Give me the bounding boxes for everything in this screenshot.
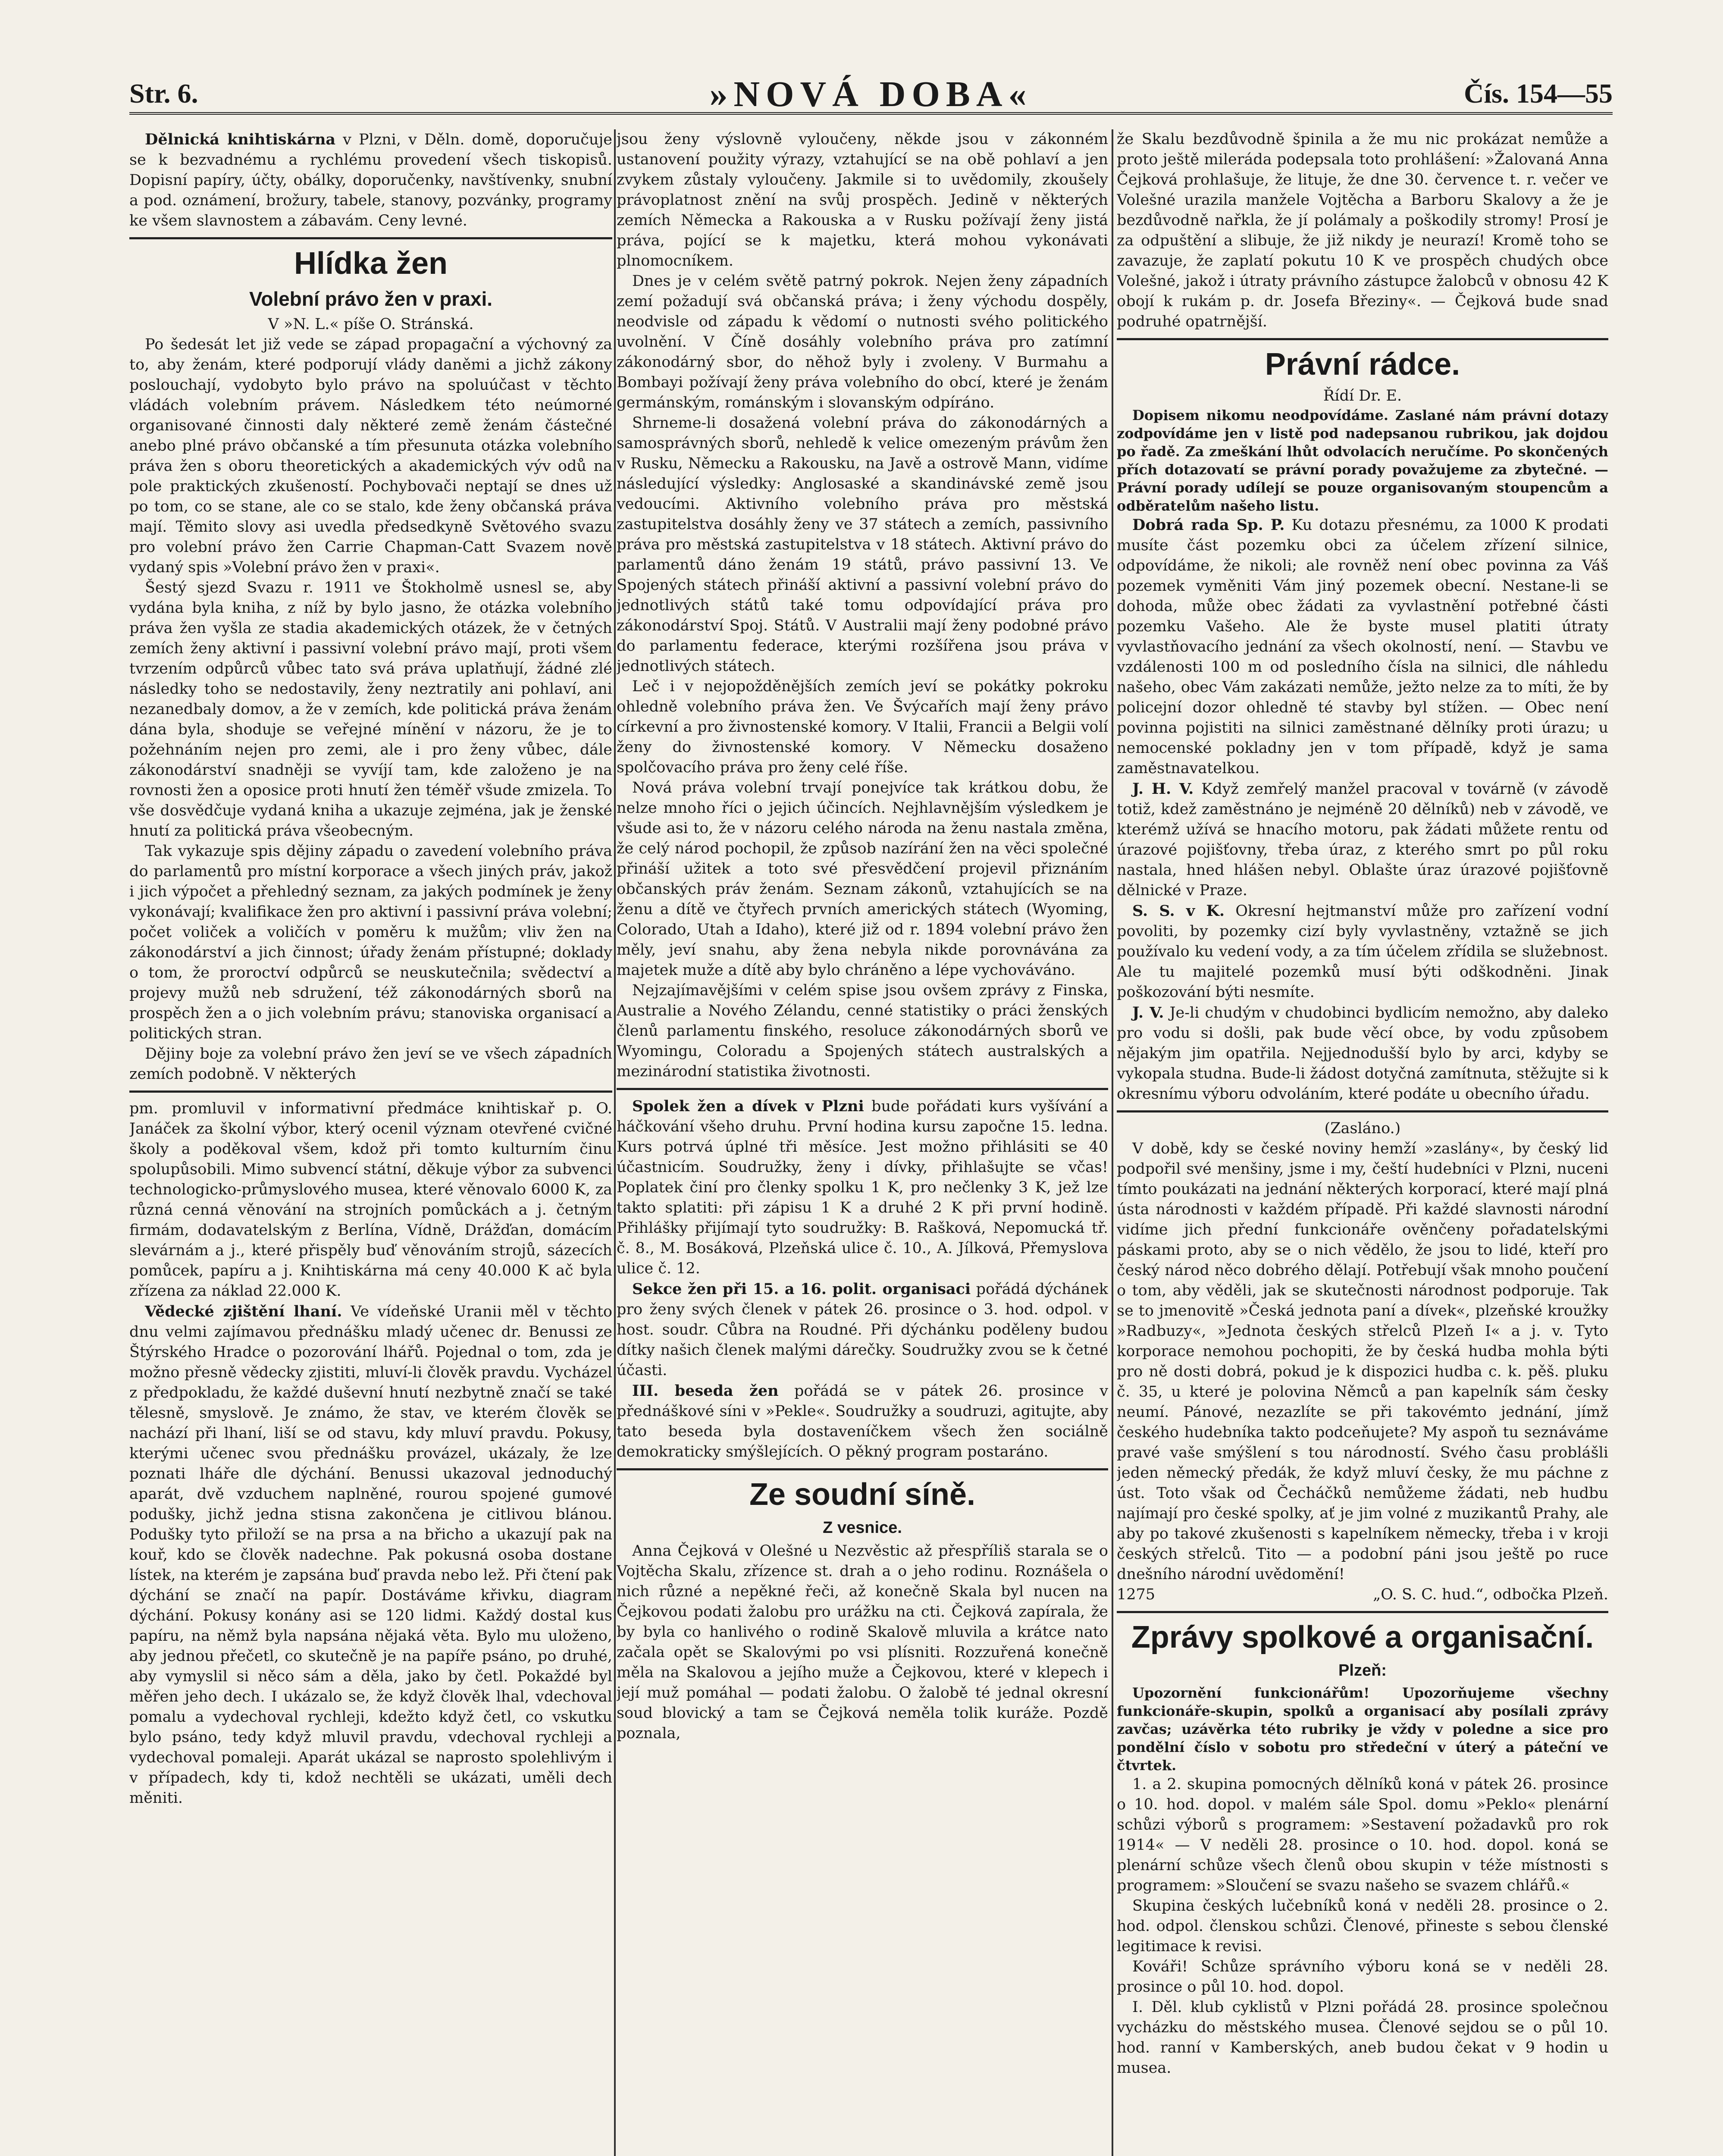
paragraph: pm. promluvil v informativní předmáce knihtiskař p. O. Janáček za školní výbor, který ocenil význam otevřené cvičné školy a poděkoval všem, kdož při tomto kulturním činu spolupůsobili. Mimo subvencí státní, děkuje výbor za subvenci technologicko-průmyslového musea, které věnovalo 6000 K, za různá cenná věnování na strojních pomůckách a j. četným firmám, dodavatelským z Berlína, Vídně, Drážďan, domácím slevárnám a j., které přispěly buď věnováním strojů, sázecích pomůcek, papíru a j. Knihtiskárna má ceny 40.000 K ač byla zřízena za náklad 22.000 K. xyxy=(129,1100,612,1300)
section-title-organisations: Zprávy spolkové a organisační. xyxy=(1131,1620,1594,1655)
paragraph: Tak vykazuje spis dějiny západu o zavedení volebního práva do parlamentů pro místní korporace a všech jiných práv, jakož i jich výpočet a přehledný seznam, za jakých podmínek je ženy vykonávají; kvalifikace žen pro aktivní i passivní práva volební; počet voliček a voličích v poměru k mužům; vliv žen na zákonodárství a jich činnost; úřady ženám přístupné; doklady o tom, že proroctví odpůrců se neuskutečnila; svědectví a projevy mužů neb sdružení, též zákonodárných sborů na prospěch žen a o jich volebním právu; stanoviska organisací a politických stran. xyxy=(129,843,612,1042)
page-number: Str. 6. xyxy=(129,78,198,109)
paragraph: Nová práva volební trvají ponejvíce tak krátkou dobu, že nelze mnoho říci o jejich účincích. Nejhlavnějším výsledkem je všude asi to, že v názoru celého národa na ženu nastala změna, že celý národ pochopil, že způsob nazírání žen na věci společné přináší užitek a toto své přesvědčení projevil přiznáním občanských práv ženám. Seznam zákonů, vztahujících se na ženu a dítě ve čtyřech prvních amerických státech (Wyoming, Colorado, Utah a Idaho), které již od r. 1894 volební právo žen měly, jeví snahu, aby žena nebyla nikde porovnávána za majetek muže a dítě aby bylo chráněno a lépe vychováváno. xyxy=(617,779,1108,979)
paragraph: Shrneme-li dosažená volební práva do zákonodárných a samosprávných sborů, nehledě k velice omezeným právům žen v Rusku, Německu a Rakousku, na Javě a ostrově Mann, vidíme následující výsledky: Anglosaské a skandinávské země jsou vedoucími. Aktivního volebního práva pro městská zastupitelstva dosáhly ženy ve 37 státech a zemích, passivního práva pro městská zastupitelstva v 18 státech. Aktivní právo do parlamentů dáno ženám 19 států, právo passivní 13. Ve Spojených státech přináší aktivní a passivní volební právo do jednotlivých států také tomu odpovídající práva pro zákonodárství Spoj. Států. V Australii mají ženy podobné právo do parlamentu federace, kterými rozšířena jsou práva v jednotlivých státech. xyxy=(617,414,1108,675)
section-title-court: Ze soudní síně. xyxy=(749,1477,976,1512)
print-shop-ad: Dělnická knihtiskárna v Plzni, v Děln. domě, doporučuje se k bezvadnému a rychlému provedení všech tiskopisů. Dopisní papíry, účty, obálky, doporučenky, navštívenky, snubní a pod. oznámení, brožury, tabele, stanovy, pozvánky, programy ke všem slavnostem a zábavám. Ceny levné. xyxy=(129,131,612,229)
article-byline: V »N. L.« píše O. Stránská. xyxy=(268,316,474,333)
news-item-lying-detection: Vědecké zjištění lhaní. Ve vídeňské Uranii měl v těchto dnu velmi zajímavou přednášku mladý učenec dr. Benussi ze Štýrského Hradce o pozorování lhářů. Pojednal o tom, zda je možno přesně vědecky zjistiti, mluví-li člověk pravdu. Vycházel z předpokladu, že každé duševní hnutí nezbytně značí se také tělesně, smyslově. Je známo, že stav, ve kterém člověk se nachází při lhaní, liší se od stavu, kdy mluví pravdu. Pokusy, kterými učenec svou přednášku provázel, ukázaly, že lze poznati lháře dle dýchání. Benussi ukazoval jednoduchý aparát, dvě vzduchem naplněné, rourou spojené gumové podušky, jichž jedna stisna zakončena je citlivou blánou. Podušky tyto přiloží se na prsa a na břicho a ukazují pak na kouř, kdo se člověk nadechne. Pak pokusná osoba dostane lístek, na kterém je zapsána buď pravda nebo lež. Při čtení pak dýchání se značí na papír. Dostáváme křivku, diagram dýchání. Pokusy konány asi se 120 lidmi. Každý dostal kus papíru, na němž byla napsána nějaká věta. Bylo mu uloženo, aby jednou přečetl, co skutečně je na papíře psáno, po druhé, aby vymyslil si něco sám a děla, jako by četl. Pokaždé byl měřen jeho dech. I ukázalo se, že když člověk lhal, vdechoval pomalu a vydechoval rychleji, kdežto když četl, co vskutku bylo psáno, tedy když mluvil pravdu, vdechoval rychleji a vydechoval pomaleji. Aparát ukázal se naprosto spolehlivým i v případech, kdy ti, kdož nechtěli se ukázati, uměli dech měniti. xyxy=(129,1303,612,1807)
page-header xyxy=(129,65,1613,115)
divider xyxy=(1117,1611,1608,1613)
column-3 xyxy=(1117,129,1608,2156)
paragraph: Anna Čejková v Olešné u Nezvěstic až přespříliš starala se o Vojtěcha Skalu, zřízence st. drah a o jeho rodinu. Roznášela o nich různé a nepěkné řeči, až konečně Skala byl nucen na Čejkovou podati žalobu pro urážku na cti. Čejková zapírala, že by byla co hanlivého o rodině Skalově mluvila a krátce nato začala opět se Skalovými po vsi plísniti. Rozzuřená konečně měla na Skalovou a jejího muže a Čejkovou, které v klepech i její muž pomáhal — podati žalobu. O žalobě té jednal okresní soud blovický a tam se Čejková neměla tolik kuráže. Pozdě poznala, xyxy=(617,1542,1108,1742)
legal-editor: Řídí Dr. E. xyxy=(1323,387,1402,404)
legal-notice: Dopisem nikomu neodpovídáme. Zaslané nám právní dotazy zodpovídáme jen v listě pod nadepsanou rubrikou, jak dojdou po řadě. Za zmeškání lhůt odvolacích neručíme. Po skončených přích dotazovatí se právní porady považujeme za zbytečné. — Právní porady udílejí se pouze organisovaným stoupencům a odběratelům našeho listu. xyxy=(1117,407,1608,514)
court-subtitle: Z vesnice. xyxy=(823,1519,902,1537)
section-title-women: Hlídka žen xyxy=(294,246,448,281)
divider xyxy=(1117,338,1608,340)
news-item-womens-club: Spolek žen a dívek v Plzni bude pořádati kurs vyšívání a háčkování všeho druhu. První hodina kursu započne 15. ledna. Kurs potrvá úplné tři měsíce. Jest možno přihlásiti se 40 účastnicím. Soudružky, ženy i dívky, přihlašujte se včas! Poplatek činí pro členky spolku 1 K, pro nečlenky 3 K, jež lze takto splatiti: při zápisu 1 K a druhé 2 K při první hodině. Přihlášky přijímají tyto soudružky: B. Rašková, Nepomucká tř. č. 8., M. Bosáková, Plzeňská ulice č. 10., A. Jílková, Přemyslova ulice č. 12. xyxy=(617,1097,1108,1277)
column-1 xyxy=(129,129,612,2156)
section-title-legal: Právní rádce. xyxy=(1265,347,1460,382)
news-item-womens-section: Sekce žen při 15. a 16. polit. organisaci pořádá dýchánek pro ženy svých členek v pátek 26. prosince o 3. hod. odpol. v host. soudr. Cůbra na Roudné. Při dýchánku poděleny budou dítky našich členek malými dárečky. Soudružky zvou se k četné účasti. xyxy=(617,1280,1108,1379)
column-rule-2 xyxy=(1112,129,1113,2156)
paragraph: jsou ženy výslovně vyloučeny, někde jsou v zákonném ustanovení použity výrazy, vztahující se na obě pohlaví a jen zvykem zůstaly vyloučeny. Jakmile si to uvědomily, zkoušely právoplatnost znění na svůj prospěch. Jedině v některých zemích Německa a Rakouska a v Rusku požívají ženy jistá práva, pojící se k majetku, která mohou vykonávati plnomocníkem. xyxy=(617,131,1108,270)
article-title: Volební právo žen v praxi. xyxy=(249,288,493,310)
column-rule-1 xyxy=(614,129,616,2156)
legal-answer: J. H. V. Když zemřelý manžel pracoval v továrně (v závodě totiž, kdež zaměstnáno je nejméně 20 dělníků) neb v závodě, ve kterémž užívá se hnacího motoru, pak žádati můžete rentu od úrazové pojišťovny, třeba úraz, z kterého smrt po půl roku nastala, hned hlášen nebyl. Oblašte úraz úrazové pojišťovně dělnické v Praze. xyxy=(1117,780,1608,899)
org-notice: Upozornění funkcionářům! Upozorňujeme všechny funkcionáře-skupin, spolků a organisací aby posílali zprávy zavčas; uzávěrka této rubriky je vždy v poledne a sice pro pondělní číslo v sobotu pro středeční v úterý a páteční ve čtvrtek. xyxy=(1117,1685,1608,1774)
column-2 xyxy=(617,129,1108,2156)
org-item: I. Děl. klub cyklistů v Plzni pořádá 28. prosince společnou vycházku do městského musea. Členové sejdou se o půl 10. hod. ranní v Kamberských, aneb budou čekat v 9 hodin u musea. xyxy=(1117,1999,1608,2077)
paragraph: že Skalu bezdůvodně špinila a že mu nic prokázat nemůže a proto ještě milerádа podepsala toto prohlášení: »Žalovaná Anna Čejková prohlašuje, že lituje, že dne 30. července t. r. večer ve Volešné urazila manžele Vojtěcha a Barboru Skalovy a že je bezdůvodně nařkla, že jí polámaly a poškodily stromy! Prosí je za odpuštění a slibuje, že již nikdy je neurazí! Kromě toho se zavazuje, že zaplatí pokutu 10 K ve prospěch chudých obce Volešné, jakož i útraty právního zástupce žalobců v obnosu 42 K obojí k rukám p. dr. Josefa Březiny«. — Čejková bude snad podruhé opatrnější. xyxy=(1117,131,1608,330)
divider xyxy=(129,1091,612,1093)
paragraph: Dějiny boje za volební právo žen jeví se ve všech západních zemích podobně. V některých xyxy=(129,1045,612,1083)
legal-answer: Dobrá rada Sp. P. Ku dotazu přesnému, za 1000 K prodati musíte část pozemku obci za účelem zřízení silnice, odpovídáme, že nikoli; ale rovněž není obec povinna za Váš pozemek vyměniti Vám jiný pozemek obecní. Nestane-li se dohoda, může obec žádati za vyvlastnění potřebné části pozemku Vašeho. Ale že byste musel platiti útraty vyvlastňovacího jednání za všech okolností, není. — Stavbu ve vzdálenosti 100 m od posledního čísla na silnici, dle náhledu našeho, obec Vám zakázati nemůže, ježto nelze za to míti, že by policejní dozor ohledně té stavby byl stížen. — Obec není povinna pojistiti na silnici zaměstnané dělníky proti úrazu; u nemocenské pokladny jen v tom případě, když je sama zaměstnavatelkou. xyxy=(1117,516,1608,777)
zaslano-number: 1275 xyxy=(1117,1586,1156,1603)
paragraph: Dnes je v celém světě patrný pokrok. Nejen ženy západních zemí požadují svá občanská práva; i ženy východu dospěly, neodvisle od západu k vědomí o nutnosti svého politického uvolnění. V Číně dosáhly volebního práva pro zatímní zákonodárný sbor, do něhož byly i zvoleny. V Burmahu a Bombayi požívají ženy práva volebního do obcí, které je ženám germánským, románským i slovanským odpíráno. xyxy=(617,273,1108,411)
divider xyxy=(129,237,612,239)
paragraph: Leč i v nejopožděnějších zemích jeví se pokátky pokroku ohledně volebního práva žen. Ve Švýcařích mají ženy právo církevní a pro živnostenské komory. V Italii, Francii a Belgii volí ženy do živnostenské komory. V Německu dosaženo spolčovacího práva pro ženy celé říše. xyxy=(617,678,1108,776)
paragraph: Po šedesát let již vede se západ propagační a výchovný za to, aby ženám, které podporují vlády daněmi a jichž zákony poslouchají, vydobyto bylo právo na spoluúčast v těchto vládách volebním právem. Následkem této neúmorné organisované činnosti daly některé země ženám částečné anebo plné právo občanské a tím přesunuta otázka volebního práva žen s oboru theoretických a akademických výv odů na pole praktických zkušeností. Pochybovači neptají se dnes už po tom, co se stane, ale co se stalo, kde ženy občanská práva mají. Těmito slovy asi uvedla předsedkyně Světového svazu pro volební právo žen Carrie Chapman-Catt Svazem nově vydaný spis »Volební právo žen v praxi«. xyxy=(129,336,612,576)
divider xyxy=(617,1088,1108,1090)
zaslano-title: (Zasláno.) xyxy=(1324,1120,1401,1137)
paragraph: Nejzajímavějšími v celém spise jsou ovšem zprávy z Finska, Australie a Nového Zélandu, cenné statistiky o práci ženských členů parlamentu finského, resoluce zákonodárných sborů ve Wyomingu, Coloradu a Spojených státech australských a mezinárodní statistika životnosti. xyxy=(617,982,1108,1080)
org-item: Skupina českých lučebníků koná v neděli 28. prosince o 2. hod. odpol. členskou schůzi. Členové, přineste s sebou členské legitimace k revisi. xyxy=(1117,1897,1608,1955)
org-item: 1. a 2. skupina pomocných dělníků koná v pátek 26. prosince o 10. hod. dopol. v malém sále Spol. domu »Peklo« plenární schůzi výborů s programem: »Sestavení požadavků pro rok 1914« — V neděli 28. prosince o 10. hod. dopol. koná se plenární schůze všech členů obou skupin v téže místnosti s programem: »Sloučení se svazu našeho se svazem chlářů.« xyxy=(1117,1776,1608,1894)
paragraph: V době, kdy se české noviny hemží »zaslány«, by český lid podpořil své menšiny, jsme i my, čeští hudebníci v Plzni, nuceni tímto poukázati na jednání některých korporací, které mají plná ústa národnosti v každém případě. Při každé slavnosti národní vidíme jich přední funkcionáře ověnčeny pořadatelskými páskami proto, aby se o nich vědělo, že jsou to lidé, kteří pro český národ něco dobrého dělají. Potřebují však mnoho poučení o tom, aby věděli, jak se skutečnosti národnost podporuje. Tak se to jmenovitě »Česká jednota paní a dívek«, plzeňské kroužky »Radbuzy«, »Jednota českých střelců Plzeň I« a j. v. Tyto korporace nemohou pochopiti, že by česká hudba mohla býti pro ně dosti dobrá, pokud je k dispozici hudba c. k. pěš. pluku č. 35, u které je polovina Němců a pan kapelník sám česky neumí. Pánové, nezazlíte se při takovémto jednání, jímž českého hudebníka takto podceňujete? My aspoň tu seznáváme pravé vaše smýšlení s tou národností. Svého času problášli jeden německý předák, že když mluví česky, že mu páchne z úst. Toto však od Čecháčků nemůžeme žádati, neb hudbu najímají pro české spolky, ať je jim volné z muzikantů Prahy, ale aby po takové zkušenosti s kapelníkem německy, třeba i v kroji českých střelců. Tito — a podobní páni jsou ještě po ruce dnešního národní uvědomění! xyxy=(1117,1140,1608,1583)
legal-answer: J. V. Je-li chudým v chudobinci bydlicím nemožno, aby daleko pro vodu si došli, pak bude věcí obce, by vodu způsobem nějakým jim opatřila. Nejjednodušší bylo by arci, kdyby se vykopala studna. Bude-li žádost dotyčná zamítnuta, stěžujte si k okresnímu výboru odvoláním, které podáte u obecního úřadu. xyxy=(1117,1004,1608,1103)
news-item-womens-meeting: III. beseda žen pořádá se v pátek 26. prosince v přednáškové síni v »Pekle«. Soudružky a soudruzi, agitujte, aby tato beseda byla dostaveníčkem všech žen sociálně demokraticky smýšlejících. O pěkný program postaráno. xyxy=(617,1382,1108,1460)
divider xyxy=(617,1468,1108,1470)
zaslano-signature-row xyxy=(1117,1585,1608,1605)
org-item: Kováři! Schůze správního výboru koná se v neděli 28. prosince o půl 10. hod. dopol. xyxy=(1117,1958,1608,1996)
legal-answer: S. S. v K. Okresní hejtmanství může pro zařízení vodní povoliti, by pozemky cizí byly vyvlastněny, vztažně se jich používalo ku vedení vody, a za tím účelem zřídila se služebnost. Ale tu majitelé pozemků musí býti odškodněni. Jinak poškozování býti nesmíte. xyxy=(1117,902,1608,1001)
newspaper-title: »NOVÁ DOBA« xyxy=(709,74,1033,114)
divider xyxy=(1117,1110,1608,1112)
zaslano-signature: „O. S. C. hud.“, odbočka Plzeň. xyxy=(1373,1586,1608,1603)
issue-number: Čís. 154—55 xyxy=(1464,78,1613,109)
org-city: Plzeň: xyxy=(1338,1661,1387,1680)
paragraph: Šestý sjezd Svazu r. 1911 ve Štokholmě usnesl se, aby vydána byla kniha, z níž by bylo jasno, že otázka volebního práva žen vyšla ze stadia akademických otázek, že v četných zemích ženy aktivní i passivní volební právo mají, proti všem tvrzením odpůrců vůbec tato svá práva uplatňují, žádné zlé následky toho se nedostavily, ženy neztratily ani pohlaví, ani nezanedbaly domov, a že v zemích, kde politická práva ženám dána byla, shoduje se veřejné mínění v názoru, že je to požehnáním nejen pro zemi, ale i pro ženy vůbec, dále zákonodárství snadněji se vyvíjí tam, kde založeno je na rovnosti žen a oposice proti hnutí žen téměř všude zmizela. To vše dosvědčuje vydaná kniha a ukazuje zejména, jak je ženské hnutí za politická práva všeobecným. xyxy=(129,579,612,840)
